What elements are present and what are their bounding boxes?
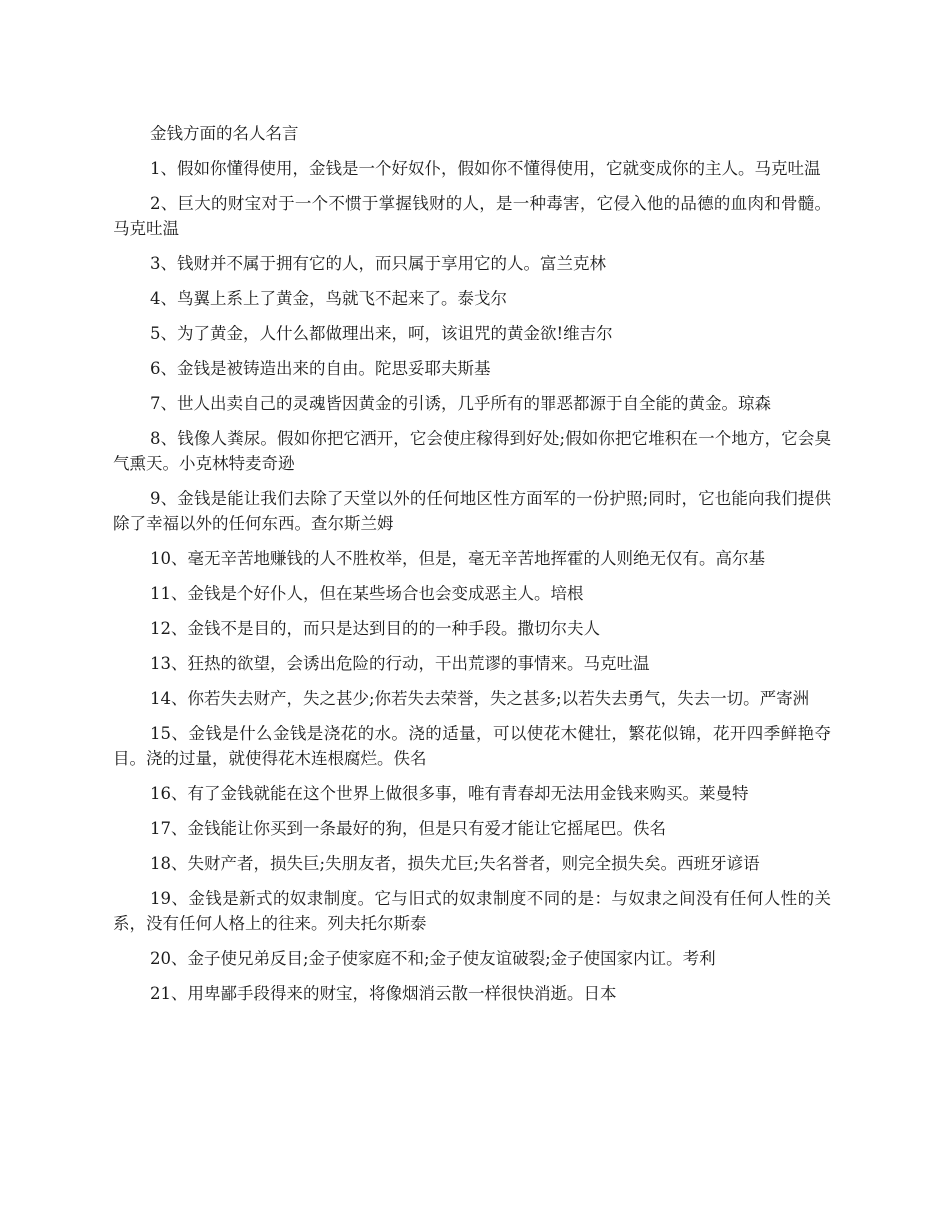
document-title: 金钱方面的名人名言 [150,124,299,143]
quote-item: 6、金钱是被铸造出来的自由。陀思妥耶夫斯基 [150,359,491,378]
quote-item: 16、有了金钱就能在这个世界上做很多事，唯有青春却无法用金钱来购买。莱曼特 [150,784,749,803]
quote-item: 14、你若失去财产，失之甚少;你若失去荣誉，失之甚多;以若失去勇气，失去一切。严寄洲 [150,689,810,708]
quote-item: 3、钱财并不属于拥有它的人，而只属于享用它的人。富兰克林 [150,254,606,273]
quote-item: 21、用卑鄙手段得来的财宝，将像烟消云散一样很快消逝。日本 [150,984,617,1003]
quote-item: 9、金钱是能让我们去除了天堂以外的任何地区性方面军的一份护照;同时，它也能向我们提供除了幸福以外的任何东西。查尔斯兰姆 [113,489,831,533]
quote-item: 4、鸟翼上系上了黄金，鸟就飞不起来了。泰戈尔 [150,289,507,308]
quote-item: 10、毫无辛苦地赚钱的人不胜枚举，但是，毫无辛苦地挥霍的人则绝无仅有。高尔基 [150,549,765,568]
quote-item: 7、世人出卖自己的灵魂皆因黄金的引诱，几乎所有的罪恶都源于自全能的黄金。琼森 [150,394,771,413]
quote-item: 8、钱像人粪尿。假如你把它洒开，它会使庄稼得到好处;假如你把它堆积在一个地方，它会臭气熏天。小克林特麦奇逊 [113,429,831,473]
quote-item: 19、金钱是新式的奴隶制度。它与旧式的奴隶制度不同的是：与奴隶之间没有任何人性的关系，没有任何人格上的往来。列夫托尔斯泰 [113,889,831,933]
quote-item: 5、为了黄金，人什么都做理出来，呵，该诅咒的黄金欲!维吉尔 [150,324,613,343]
quote-item: 15、金钱是什么金钱是浇花的水。浇的适量，可以使花木健壮，繁花似锦，花开四季鲜艳夺目。浇的过量，就使得花木连根腐烂。佚名 [113,724,831,768]
quote-item: 20、金子使兄弟反目;金子使家庭不和;金子使友谊破裂;金子使国家内讧。考利 [150,949,716,968]
document-page [113,121,831,1016]
quote-item: 2、巨大的财宝对于一个不惯于掌握钱财的人，是一种毒害，它侵入他的品德的血肉和骨髓。马克吐温 [113,194,831,238]
quote-item: 12、金钱不是目的，而只是达到目的的一种手段。撒切尔夫人 [150,619,600,638]
quote-item: 11、金钱是个好仆人，但在某些场合也会变成恶主人。培根 [150,584,584,603]
quote-item: 1、假如你懂得使用，金钱是一个好奴仆，假如你不懂得使用，它就变成你的主人。马克吐温 [150,159,821,178]
quote-item: 13、狂热的欲望，会诱出危险的行动，干出荒谬的事情来。马克吐温 [150,654,650,673]
quote-item: 18、失财产者，损失巨;失朋友者，损失尤巨;失名誉者，则完全损失矣。西班牙谚语 [150,854,760,873]
quote-item: 17、金钱能让你买到一条最好的狗，但是只有爱才能让它摇尾巴。佚名 [150,819,666,838]
